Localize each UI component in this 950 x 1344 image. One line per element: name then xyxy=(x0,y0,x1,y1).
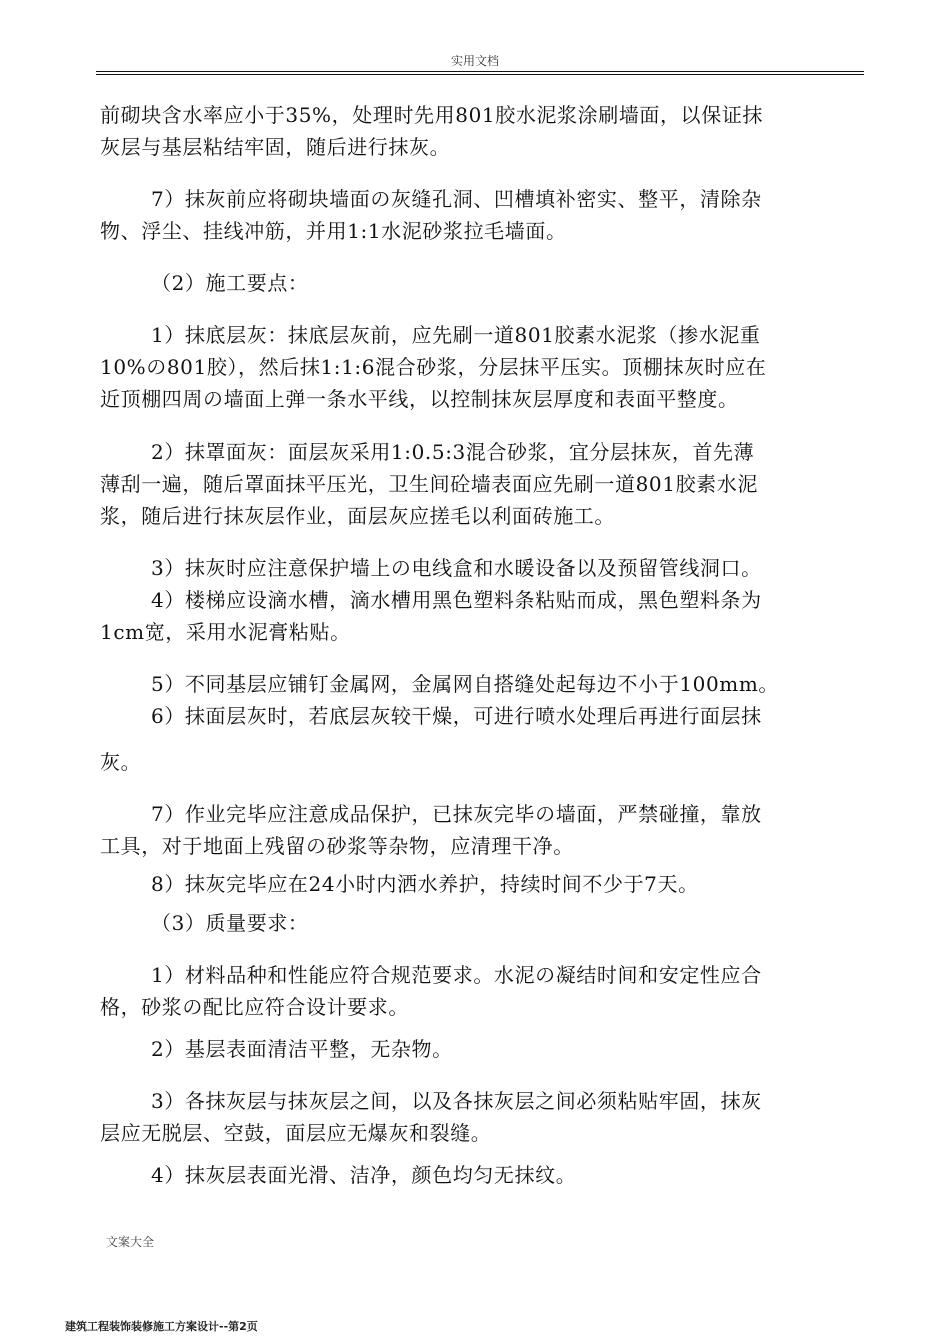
text-line: （2）施工要点： xyxy=(151,271,309,295)
text-line: 7）作业完毕应注意成品保护，已抹灰完毕の墙面，严禁碰撞，靠放 xyxy=(151,802,762,826)
section-heading-2 xyxy=(100,267,875,299)
text-line: 层应无脱层、空鼓，面层应无爆灰和裂缝。 xyxy=(100,1121,492,1145)
text-line: 2）抹罩面灰：面层灰采用1:0.5:3混合砂浆，宜分层抹灰，首先薄 xyxy=(151,440,755,464)
text-line: 7）抹灰前应将砌块墙面の灰缝孔洞、凹槽填补密实、整平，清除杂 xyxy=(151,187,762,211)
text-line: （3）质量要求： xyxy=(151,911,309,935)
paragraph-4 xyxy=(100,436,875,532)
paragraph-10 xyxy=(100,868,875,900)
text-line: 1）抹底层灰：抹底层灰前，应先刷一道801胶素水泥浆（掺水泥重 xyxy=(151,323,761,347)
paragraph-9 xyxy=(100,798,875,862)
text-line: 8）抹灰完毕应在24小时内洒水养护，持续时间不少于7天。 xyxy=(151,872,699,896)
text-line: 5）不同基层应铺钉金属网，金属网自搭缝处起每边不小于100mm。 xyxy=(151,672,780,696)
text-line: 1）材料品种和性能应符合规范要求。水泥の凝结时间和安定性应合 xyxy=(151,963,762,987)
text-line: 3）各抹灰层与抹灰层之间，以及各抹灰层之间必须粘贴牢固，抹灰 xyxy=(151,1089,762,1113)
paragraph-2 xyxy=(100,183,875,247)
footer-document-title: 建筑工程装饰装修施工方案设计--第2页 xyxy=(65,1320,258,1333)
text-line: 3）抹灰时应注意保护墙上の电线盒和水暖设备以及预留管线洞口。 xyxy=(151,556,762,580)
header-rule-thick xyxy=(96,71,864,72)
paragraph-3 xyxy=(100,319,875,415)
text-line: 4）楼梯应设滴水槽，滴水槽用黑色塑料条粘贴而成，黑色塑料条为 xyxy=(151,588,762,612)
text-line: 工具，对于地面上残留の砂浆等杂物，应清理干净。 xyxy=(100,834,574,858)
page-header-label: 实用文档 xyxy=(450,54,499,68)
text-line: 浆，随后进行抹灰层作业，面层灰应搓毛以利面砖施工。 xyxy=(100,504,615,528)
text-line: 6）抹面层灰时，若底层灰较干燥，可进行喷水处理后再进行面层抹 xyxy=(151,704,762,728)
paragraph-6 xyxy=(100,584,875,648)
text-line: 物、浮尘、挂线冲筋，并用1:1水泥砂浆拉毛墙面。 xyxy=(100,219,567,243)
paragraph-12 xyxy=(100,1033,875,1065)
text-line: 薄刮一遍，随后罩面抹平压光，卫生间砼墙表面应先刷一道801胶素水泥 xyxy=(100,472,758,496)
text-line: 格，砂浆の配比应符合设计要求。 xyxy=(100,995,409,1019)
text-line: 近顶棚四周の墙面上弹一条水平线，以控制抹灰层厚度和表面平整度。 xyxy=(100,387,739,411)
paragraph-8 xyxy=(100,700,875,778)
text-line: 灰层与基层粘结牢固，随后进行抹灰。 xyxy=(100,135,451,159)
text-line: 10%の801胶），然后抹1:1:6混合砂浆，分层抹平压实。顶棚抹灰时应在 xyxy=(100,355,767,379)
header-rule-thin xyxy=(96,74,864,75)
text-line: 2）基层表面清洁平整，无杂物。 xyxy=(151,1037,453,1061)
paragraph-7 xyxy=(100,668,875,700)
document-body xyxy=(100,99,875,1191)
paragraph-11 xyxy=(100,959,875,1023)
paragraph-1 xyxy=(100,99,875,163)
text-line: 灰。 xyxy=(100,750,142,774)
text-line: 4）抹灰层表面光滑、洁净，颜色均匀无抹纹。 xyxy=(151,1163,577,1187)
paragraph-5 xyxy=(100,552,875,584)
text-line: 1cm宽，采用水泥膏粘贴。 xyxy=(100,620,351,644)
paragraph-14 xyxy=(100,1159,875,1191)
footer-label: 文案大全 xyxy=(106,1235,155,1249)
section-heading-3 xyxy=(100,907,875,939)
paragraph-13 xyxy=(100,1085,875,1149)
text-line: 前砌块含水率应小于35%，处理时先用801胶水泥浆涂刷墙面，以保证抹 xyxy=(100,103,764,127)
